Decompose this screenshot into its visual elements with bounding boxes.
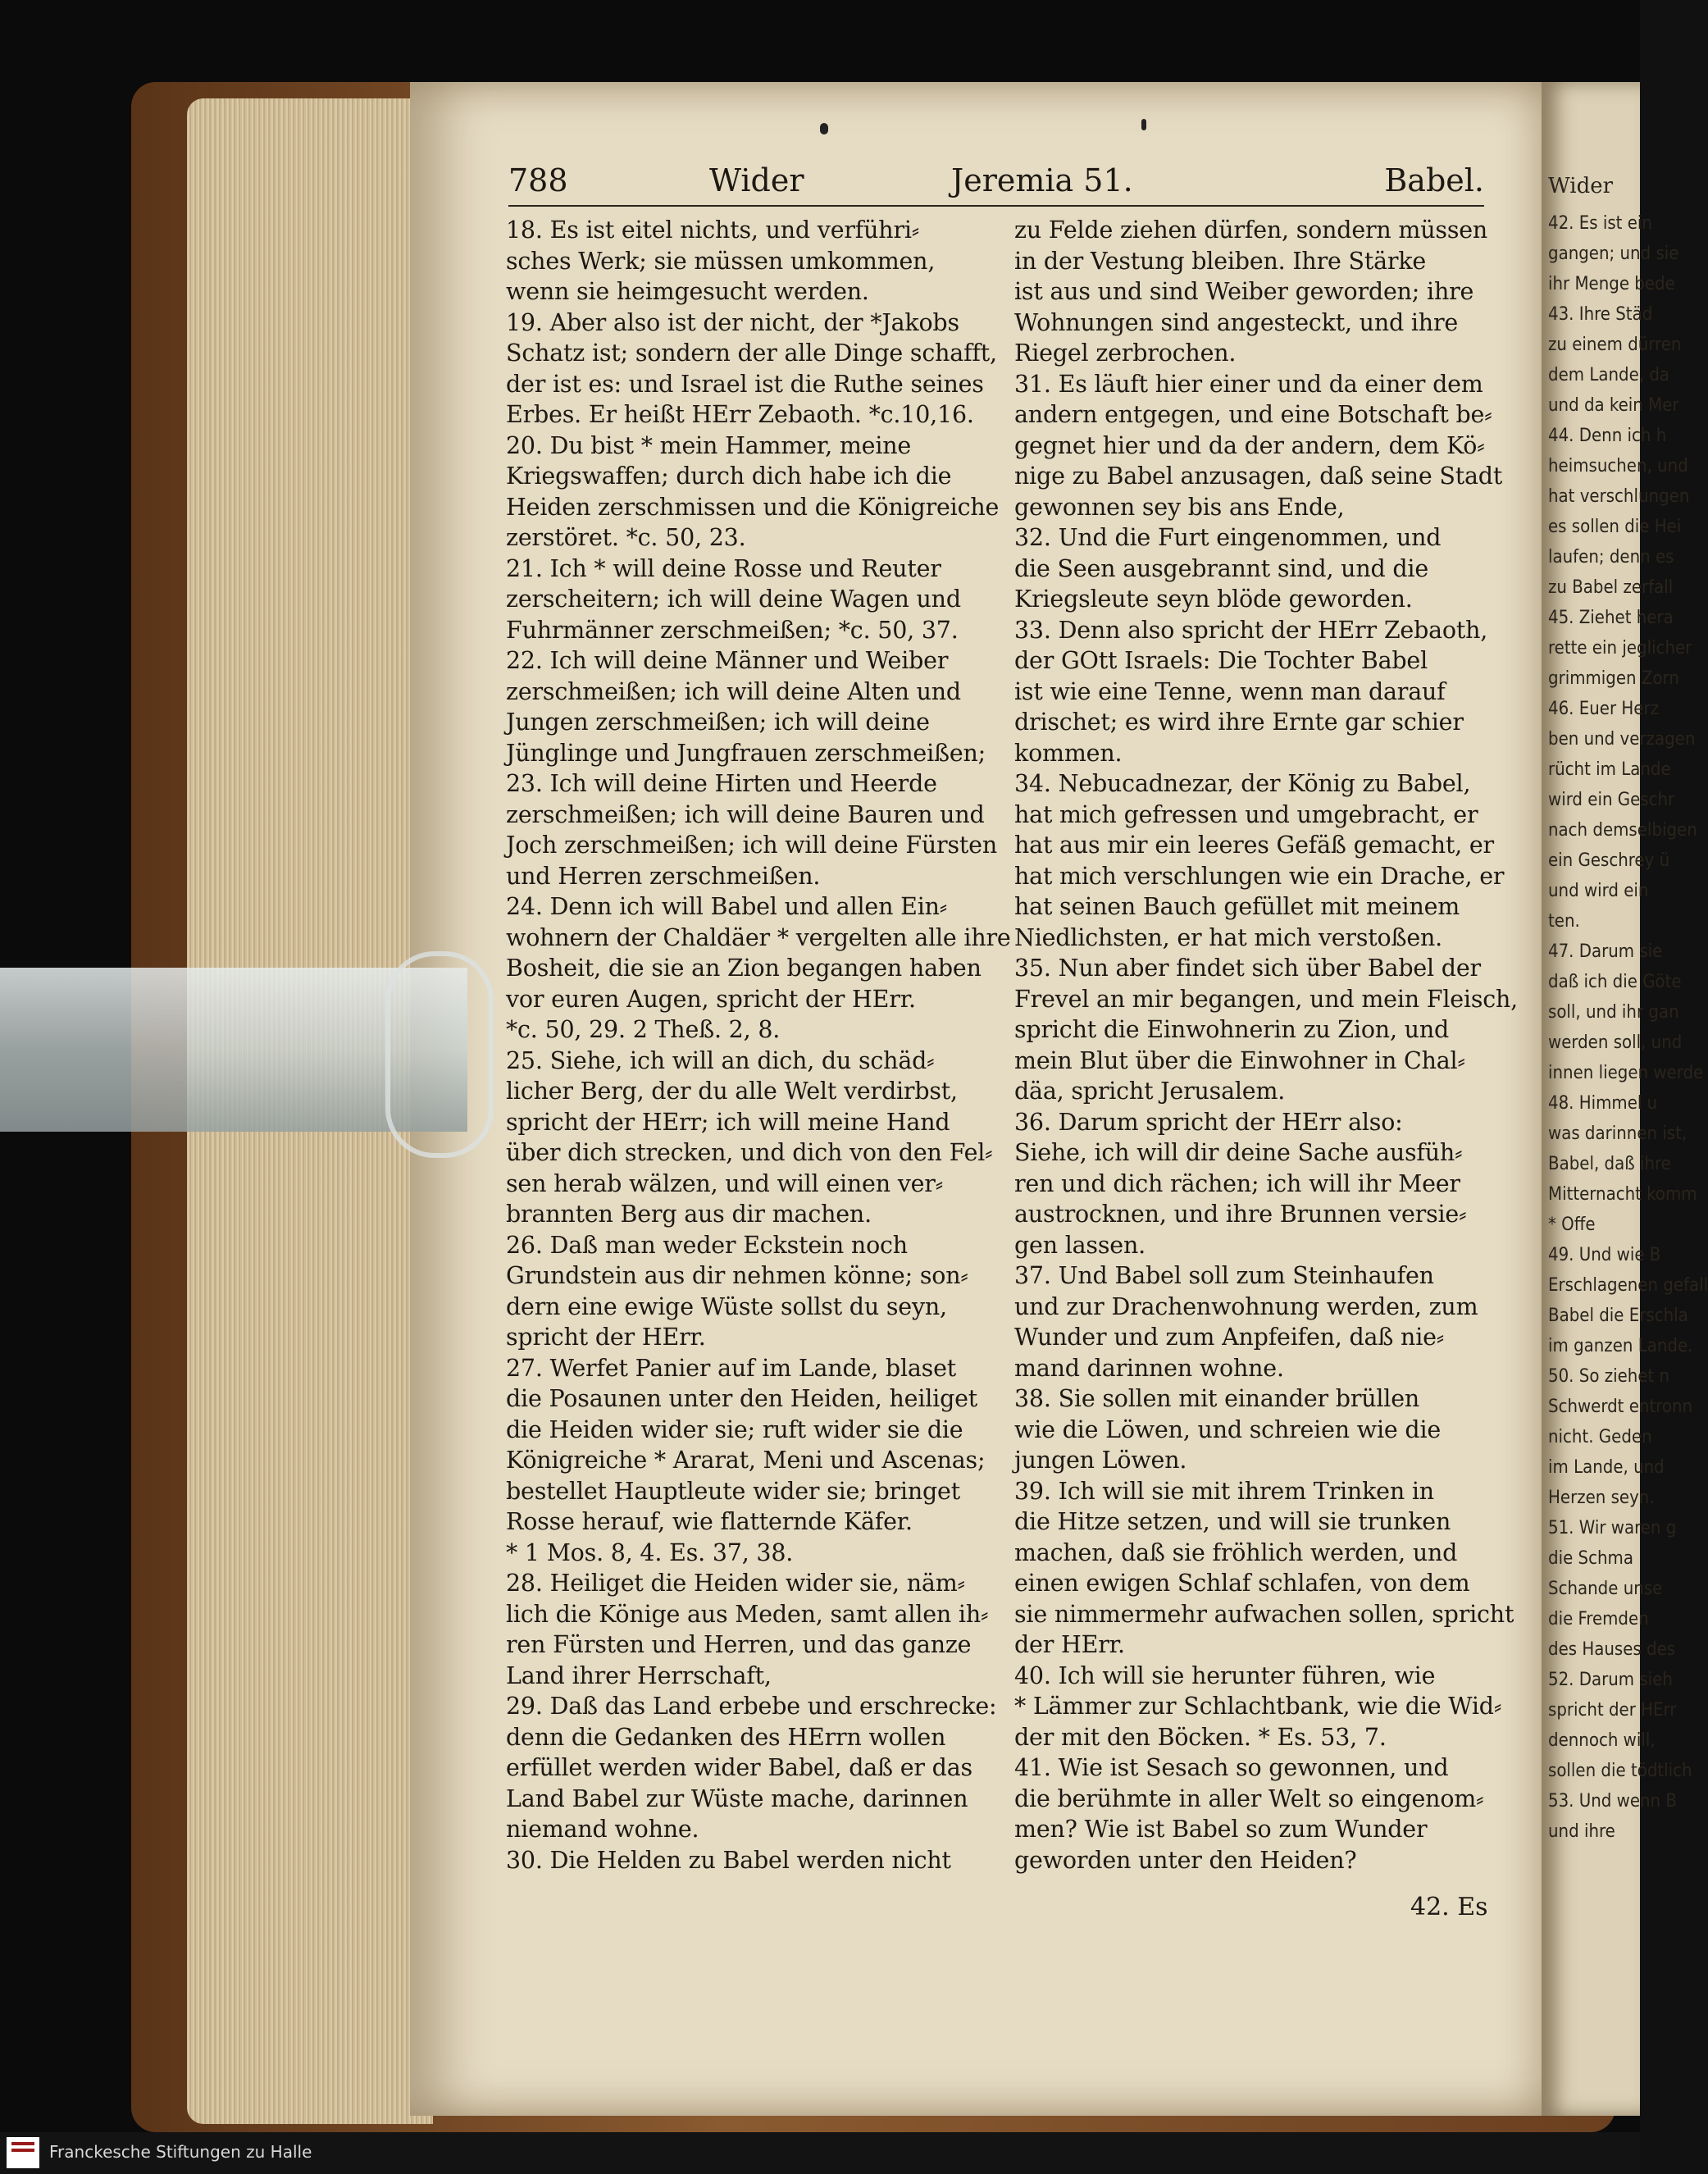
text-line: der ist es: und Israel ist die Ruthe seines	[506, 370, 984, 398]
next-page-line: wird ein Geschr	[1548, 790, 1675, 810]
text-line: Kriegsleute seyn blöde geworden.	[1014, 586, 1413, 613]
text-line: 38. Sie sollen mit einander brüllen	[1014, 1385, 1420, 1412]
bookmark-ribbon-loop	[385, 951, 494, 1158]
next-page-line: zu einem dürren	[1548, 335, 1682, 355]
text-line: 21. Ich * will deine Rosse und Reuter	[506, 554, 941, 582]
next-page-line: innen liegen werde	[1548, 1063, 1704, 1083]
text-line: Niedlichsten, er hat mich verstoßen.	[1014, 923, 1442, 951]
text-line: 34. Nebucadnezar, der König zu Babel,	[1014, 770, 1471, 797]
text-line: in der Vestung bleiben. Ihre Stärke	[1014, 247, 1427, 275]
logo-stripe	[11, 2149, 34, 2152]
text-line: der GOtt Israels: Die Tochter Babel	[1014, 647, 1428, 674]
text-line: Land Babel zur Wüste mache, darinnen	[506, 1784, 968, 1812]
text-line: gewonnen sey bis ans Ende,	[1014, 493, 1345, 521]
next-page-line: daß ich die Göte	[1548, 972, 1682, 992]
text-line: 28. Heiliget die Heiden wider sie, näm⸗	[506, 1570, 965, 1597]
text-line: ist wie eine Tenne, wenn man darauf	[1014, 677, 1446, 705]
text-line: 22. Ich will deine Männer und Weiber	[506, 647, 949, 674]
text-line: bestellet Hauptleute wider sie; bringet	[506, 1477, 960, 1505]
text-line: drischet; es wird ihre Ernte gar schier	[1014, 709, 1464, 736]
next-page-line: Babel die Erschla	[1548, 1306, 1688, 1326]
text-line: Kriegswaffen; durch dich habe ich die	[506, 463, 952, 490]
text-line: sches Werk; sie müssen umkommen,	[506, 247, 936, 275]
next-page-line: heimsuchen, und	[1548, 456, 1688, 476]
text-line: mein Blut über die Einwohner in Chal⸗	[1014, 1046, 1465, 1074]
text-line: niemand wohne.	[506, 1816, 699, 1843]
next-page-line: die Fremden	[1548, 1609, 1649, 1629]
text-line: 30. Die Helden zu Babel werden nicht	[506, 1846, 951, 1874]
next-page-line: dem Lande, da	[1548, 365, 1670, 385]
next-page-line: es sollen die Hei	[1548, 517, 1682, 537]
text-line: 29. Daß das Land erbebe und erschrecke:	[506, 1693, 997, 1720]
next-page-line: Herzen seyn.	[1548, 1488, 1655, 1508]
text-line: spricht der HErr.	[506, 1324, 706, 1351]
institution-name: Franckesche Stiftungen zu Halle	[49, 2142, 312, 2162]
next-page-line: nach demselbigen	[1548, 820, 1697, 841]
text-line: Jünglinge und Jungfrauen zerschmeißen;	[506, 739, 986, 767]
text-line: lich die Könige aus Meden, samt allen ih⸗	[506, 1600, 989, 1628]
text-line: andern entgegen, und eine Botschaft be⸗	[1014, 401, 1492, 428]
next-page-line: und da kein Mer	[1548, 395, 1679, 416]
text-line: 35. Nun aber findet sich über Babel der	[1014, 955, 1481, 982]
text-line: der HErr.	[1014, 1631, 1125, 1658]
text-line: 39. Ich will sie mit ihrem Trinken in	[1014, 1477, 1434, 1505]
next-page-line: ihr Menge bede	[1548, 274, 1675, 294]
text-line: 25. Siehe, ich will an dich, du schäd⸗	[506, 1046, 935, 1074]
next-page-line: des Hauses des	[1548, 1639, 1676, 1660]
text-line: kommen.	[1014, 739, 1123, 767]
next-page-line: rücht im Lande	[1548, 759, 1671, 780]
text-line: wie die Löwen, und schreien wie die	[1014, 1415, 1442, 1443]
text-line: gen lassen.	[1014, 1231, 1145, 1259]
text-line: ren und dich rächen; ich will ihr Meer	[1014, 1169, 1460, 1197]
next-page-line: und wird ein	[1548, 881, 1649, 901]
left-text-column	[506, 215, 1011, 1875]
next-page-line: ten.	[1548, 911, 1580, 932]
next-page-line: im ganzen Lande.	[1548, 1336, 1693, 1356]
next-page-line: Mitternacht komm	[1548, 1184, 1697, 1205]
text-line: Grundstein aus dir nehmen könne; son⸗	[506, 1262, 968, 1289]
next-page-line: spricht der HErr	[1548, 1700, 1677, 1721]
next-page-line: 50. So ziehet n	[1548, 1366, 1670, 1387]
catchword: 42. Es	[1410, 1893, 1488, 1921]
text-line: die berühmte in aller Welt so eingenom⸗	[1014, 1784, 1484, 1812]
next-page-line: Schande unse	[1548, 1579, 1663, 1599]
next-page-line: Schwerdt entronn	[1548, 1397, 1693, 1417]
text-line: machen, daß sie fröhlich werden, und	[1014, 1538, 1458, 1566]
next-page-line: gangen; und sie	[1548, 244, 1679, 264]
next-page-heading: Wider	[1548, 174, 1614, 198]
next-page-line: 47. Darum sie	[1548, 941, 1663, 962]
next-page-line: laufen; denn es	[1548, 547, 1674, 567]
text-line: Jungen zerschmeißen; ich will deine	[506, 709, 930, 736]
next-page-line: soll, und ihr gan	[1548, 1002, 1679, 1023]
next-page-lines	[1542, 208, 1708, 1847]
text-line: die Posaunen unter den Heiden, heiliget	[506, 1385, 978, 1412]
text-line: 33. Denn also spricht der HErr Zebaoth,	[1014, 616, 1488, 644]
next-page-line: 52. Darum sieh	[1548, 1670, 1673, 1690]
text-line: 23. Ich will deine Hirten und Heerde	[506, 770, 937, 797]
text-line: Königreiche * Ararat, Meni und Ascenas;	[506, 1447, 986, 1474]
institution-logo	[7, 2137, 39, 2168]
text-line: hat mich gefressen und umgebracht, er	[1014, 800, 1478, 828]
text-line: hat aus mir ein leeres Gefäß gemacht, er	[1014, 832, 1494, 859]
text-line: Riegel zerbrochen.	[1014, 340, 1237, 367]
text-line: 24. Denn ich will Babel und allen Ein⸗	[506, 893, 948, 920]
text-line: 31. Es läuft hier einer und da einer dem	[1014, 370, 1483, 398]
text-line: 32. Und die Furt eingenommen, und	[1014, 524, 1442, 551]
next-page-line: ein Geschrey ü	[1548, 850, 1670, 871]
text-line: der mit den Böcken. * Es. 53, 7.	[1014, 1723, 1387, 1751]
text-line: 18. Es ist eitel nichts, und verführi⸗	[506, 216, 920, 244]
text-line: hat mich verschlungen wie ein Drache, er	[1014, 862, 1505, 890]
next-page-line: rette ein jeglicher	[1548, 638, 1692, 659]
next-page-line: 53. Und wenn B	[1548, 1791, 1677, 1812]
text-line: brannten Berg aus dir machen.	[506, 1201, 872, 1228]
next-page-line: Babel, daß ihre	[1548, 1154, 1671, 1174]
text-line: die Heiden wider sie; ruft wider sie die	[506, 1415, 963, 1443]
text-line: *c. 50, 29. 2 Theß. 2, 8.	[506, 1016, 781, 1043]
next-page-line: grimmigen Zorn	[1548, 668, 1679, 689]
text-line: 20. Du bist * mein Hammer, meine	[506, 431, 912, 459]
ink-dot	[1141, 119, 1146, 130]
next-page-line: ben und verzagen	[1548, 729, 1696, 750]
text-line: spricht der HErr; ich will meine Hand	[506, 1108, 950, 1136]
text-line: 41. Wie ist Sesach so gewonnen, und	[1014, 1754, 1449, 1781]
next-page-line: die Schma	[1548, 1548, 1633, 1569]
text-line: 27. Werfet Panier auf im Lande, blaset	[506, 1354, 957, 1382]
next-page-line: im Lande, und	[1548, 1457, 1665, 1478]
next-page-line: sollen die tödtlich	[1548, 1761, 1692, 1781]
text-line: zerstöret. *c. 50, 23.	[506, 524, 746, 551]
text-line: zerschmeißen; ich will deine Bauren und	[506, 800, 985, 828]
text-line: die Hitze setzen, und will sie trunken	[1014, 1508, 1451, 1535]
text-line: die Seen ausgebrannt sind, und die	[1014, 554, 1429, 582]
text-line: wohnern der Chaldäer * vergelten alle ihre	[506, 923, 1011, 951]
center-heading: Jeremia 51.	[951, 162, 1133, 198]
text-line: jungen Löwen.	[1014, 1447, 1187, 1474]
page-number: 788	[508, 162, 568, 198]
next-page-line: 42. Es ist ein	[1548, 213, 1652, 234]
text-line: däa, spricht Jerusalem.	[1014, 1078, 1286, 1105]
text-line: Heiden zerschmissen und die Königreiche	[506, 493, 1000, 521]
text-line: Wohnungen sind angesteckt, und ihre	[1014, 308, 1459, 336]
next-page-line: 43. Ihre Städ	[1548, 304, 1653, 325]
text-line: * Lämmer zur Schlachtbank, wie die Wid⸗	[1014, 1693, 1502, 1720]
right-heading: Babel.	[1384, 162, 1484, 198]
next-page-line: werden soll, und	[1548, 1032, 1683, 1053]
text-line: Wunder und zum Anpfeifen, daß nie⸗	[1014, 1324, 1445, 1351]
next-page-line: dennoch will,	[1548, 1730, 1656, 1751]
text-line: men? Wie ist Babel so zum Wunder	[1014, 1816, 1428, 1843]
text-line: gegnet hier und da der andern, dem Kö⸗	[1014, 431, 1485, 459]
text-line: Rosse herauf, wie flatternde Käfer.	[506, 1508, 913, 1535]
text-line: Schatz ist; sondern der alle Dinge schafft,	[506, 340, 997, 367]
next-page-line: hat verschlungen	[1548, 486, 1690, 507]
text-line: ren Fürsten und Herren, und das ganze	[506, 1631, 972, 1658]
next-page-line: 48. Himmel u	[1548, 1093, 1658, 1114]
text-line: nige zu Babel anzusagen, daß seine Stadt	[1014, 463, 1503, 490]
next-page-line: zu Babel zerfall	[1548, 577, 1674, 598]
text-line: wenn sie heimgesucht werden.	[506, 278, 869, 305]
text-line: hat seinen Bauch gefüllet mit meinem	[1014, 893, 1460, 920]
next-page-line: * Offe	[1548, 1215, 1596, 1235]
text-line: ist aus und sind Weiber geworden; ihre	[1014, 278, 1474, 305]
text-line: erfüllet werden wider Babel, daß er das	[506, 1754, 972, 1781]
text-line: Frevel an mir begangen, und mein Fleisch,	[1014, 985, 1519, 1013]
next-page-line: 49. Und wie B	[1548, 1245, 1661, 1265]
text-line: 37. Und Babel soll zum Steinhaufen	[1014, 1262, 1434, 1289]
text-line: Erbes. Er heißt HErr Zebaoth. *c.10,16.	[506, 401, 974, 428]
text-line: einen ewigen Schlaf schlafen, von dem	[1014, 1570, 1470, 1597]
text-line: * 1 Mos. 8, 4. Es. 37, 38.	[506, 1538, 794, 1566]
next-page-edge	[1542, 82, 1708, 2116]
text-line: 40. Ich will sie herunter führen, wie	[1014, 1661, 1436, 1689]
text-line: sie nimmermehr aufwachen sollen, spricht	[1014, 1600, 1514, 1628]
text-line: mand darinnen wohne.	[1014, 1354, 1284, 1382]
text-line: sen herab wälzen, und will einen ver⸗	[506, 1169, 944, 1197]
text-line: über dich strecken, und dich von den Fel⸗	[506, 1139, 993, 1166]
text-line: zerschmeißen; ich will deine Alten und	[506, 677, 961, 705]
next-page-line: 51. Wir waren g	[1548, 1518, 1677, 1538]
right-text-column	[1014, 215, 1519, 1875]
text-line: Land ihrer Herrschaft,	[506, 1661, 772, 1689]
next-page-line: 46. Euer Herz	[1548, 699, 1659, 719]
text-line: zerscheitern; ich will deine Wagen und	[506, 586, 961, 613]
text-line: zu Felde ziehen dürfen, sondern müssen	[1014, 216, 1488, 244]
text-line: 19. Aber also ist der nicht, der *Jakobs	[506, 308, 959, 336]
text-line: und Herren zerschmeißen.	[506, 862, 821, 890]
text-line: Siehe, ich will dir deine Sache ausfüh⸗	[1014, 1139, 1463, 1166]
text-line: 26. Daß man weder Eckstein noch	[506, 1231, 908, 1259]
text-line: geworden unter den Heiden?	[1014, 1846, 1357, 1874]
text-line: dern eine ewige Wüste sollst du seyn,	[506, 1292, 947, 1320]
left-heading: Wider	[709, 162, 804, 198]
text-line: licher Berg, der du alle Welt verdirbst,	[506, 1078, 958, 1105]
text-line: spricht die Einwohnerin zu Zion, und	[1014, 1016, 1450, 1043]
next-page-line: was darinnen ist,	[1548, 1123, 1688, 1144]
text-line: austrocknen, und ihre Brunnen versie⸗	[1014, 1201, 1467, 1228]
running-header	[508, 162, 1484, 207]
next-page-line: nicht. Geden	[1548, 1427, 1652, 1447]
text-line: und zur Drachenwohnung werden, zum	[1014, 1292, 1478, 1320]
logo-stripe	[11, 2142, 34, 2145]
text-line: Fuhrmänner zerschmeißen; *c. 50, 37.	[506, 616, 959, 644]
next-page-line: 44. Denn ich h	[1548, 426, 1667, 446]
text-line: vor euren Augen, spricht der HErr.	[506, 985, 916, 1013]
ink-dot	[820, 123, 828, 134]
text-line: denn die Gedanken des HErrn wollen	[506, 1723, 946, 1751]
text-line: Joch zerschmeißen; ich will deine Fürsten	[506, 832, 997, 859]
next-page-line: Erschlagenen gefall	[1548, 1275, 1708, 1296]
next-page-line: und ihre	[1548, 1821, 1615, 1842]
text-line: Bosheit, die sie an Zion begangen haben	[506, 955, 982, 982]
text-line: 36. Darum spricht der HErr also:	[1014, 1108, 1403, 1136]
next-page-line: 45. Ziehet hera	[1548, 608, 1674, 628]
